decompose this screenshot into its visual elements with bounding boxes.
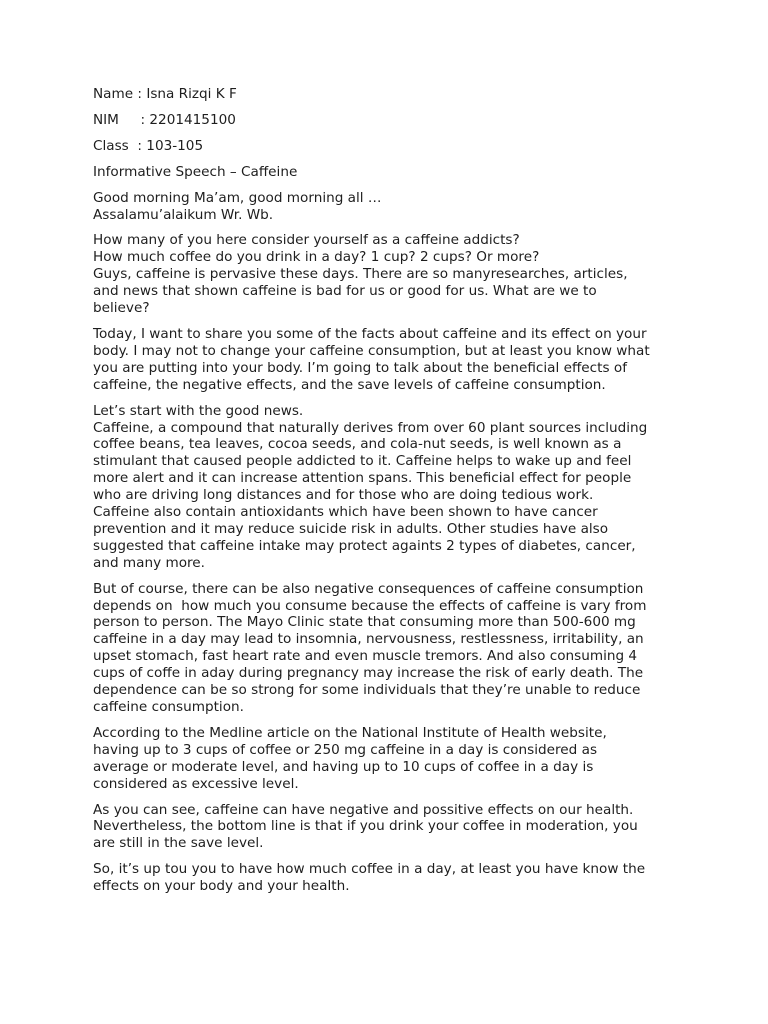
- text-line: you are putting into your body. I’m going to talk about the beneficial effects of: [93, 359, 627, 376]
- text-line: Caffeine also contain antioxidants which have been shown to have cancer: [93, 504, 598, 521]
- text-line: Guys, caffeine is pervasive these days. There are so manyresearches, articles,: [93, 266, 628, 283]
- paragraph-purpose: [93, 326, 693, 394]
- text-line: stimulant that caused people addicted to it. Caffeine helps to wake up and feel: [93, 453, 632, 470]
- student-nim: NIM : 2201415100: [93, 111, 236, 128]
- text-line: dependence can be so strong for some individuals that they’re unable to reduce: [93, 682, 641, 699]
- text-line: coffee beans, tea leaves, cocoa seeds, and cola-nut seeds, is well known as a: [93, 436, 622, 453]
- text-line: believe?: [93, 300, 150, 317]
- paragraph-negative-effects: [93, 581, 693, 716]
- text-line: body. I may not to change your caffeine consumption, but at least you know what: [93, 342, 650, 359]
- text-line: cups of coffe in aday during pregnancy may increase the risk of early death. The: [93, 665, 644, 682]
- text-line: suggested that caffeine intake may protect againts 2 types of diabetes, cancer,: [93, 537, 636, 554]
- text-line: average or moderate level, and having up to 10 cups of coffee in a day is: [93, 758, 594, 775]
- text-line: Caffeine, a compound that naturally derives from over 60 plant sources including: [93, 419, 648, 436]
- speech-title: Informative Speech – Caffeine: [93, 163, 298, 180]
- text-line: But of course, there can be also negative consequences of caffeine consumption: [93, 580, 644, 597]
- text-line: How many of you here consider yourself as a caffeine addicts?: [93, 232, 520, 249]
- text-line: Nevertheless, the bottom line is that if you drink your coffee in moderation, you: [93, 818, 638, 835]
- document-body: [93, 86, 693, 904]
- text-line: effects on your body and your health.: [93, 878, 350, 895]
- student-name: Name : Isna Rizqi K F: [93, 86, 237, 102]
- paragraph-safe-levels: [93, 725, 693, 793]
- text-line: Let’s start with the good news.: [93, 402, 304, 419]
- text-line: depends on how much you consume because the effects of caffeine is vary from: [93, 597, 647, 614]
- text-line: having up to 3 cups of coffee or 250 mg caffeine in a day is considered as: [93, 741, 598, 758]
- text-line: person to person. The Mayo Clinic state that consuming more than 500-600 mg: [93, 614, 636, 631]
- greeting-line: Assalamu’alaikum Wr. Wb.: [93, 206, 274, 223]
- text-line: So, it’s up tou you to have how much coffee in a day, at least you have know the: [93, 861, 646, 878]
- text-line: prevention and it may reduce suicide risk in adults. Other studies have also: [93, 520, 609, 537]
- text-line: and news that shown caffeine is bad for us or good for us. What are we to: [93, 283, 597, 300]
- student-class: Class : 103-105: [93, 137, 204, 154]
- text-line: are still in the save level.: [93, 835, 264, 852]
- text-line: Today, I want to share you some of the facts about caffeine and its effect on your: [93, 325, 647, 342]
- text-line: who are driving long distances and for those who are doing tedious work.: [93, 487, 594, 504]
- text-line: caffeine, the negative effects, and the save levels of caffeine consumption.: [93, 376, 606, 393]
- paragraph-summary: [93, 802, 693, 853]
- text-line: caffeine consumption.: [93, 699, 244, 715]
- text-line: more alert and it can increase attention spans. This beneficial effect for people: [93, 470, 632, 487]
- text-line: How much coffee do you drink in a day? 1 cup? 2 cups? Or more?: [93, 249, 540, 266]
- text-line: As you can see, caffeine can have negative and possitive effects on our health.: [93, 801, 634, 818]
- text-line: upset stomach, fast heart rate and even muscle tremors. And also consuming 4: [93, 648, 638, 665]
- greeting: [93, 190, 693, 224]
- paragraph-intro-questions: [93, 232, 693, 317]
- text-line: considered as excessive level.: [93, 775, 299, 792]
- paragraph-closing: [93, 861, 693, 895]
- text-line: and many more.: [93, 554, 205, 571]
- greeting-line: Good morning Ma’am, good morning all …: [93, 189, 382, 206]
- paragraph-good-news: [93, 403, 693, 572]
- text-line: According to the Medline article on the National Institute of Health website,: [93, 724, 607, 741]
- text-line: caffeine in a day may lead to insomnia, nervousness, restlessness, irritability, an: [93, 631, 644, 648]
